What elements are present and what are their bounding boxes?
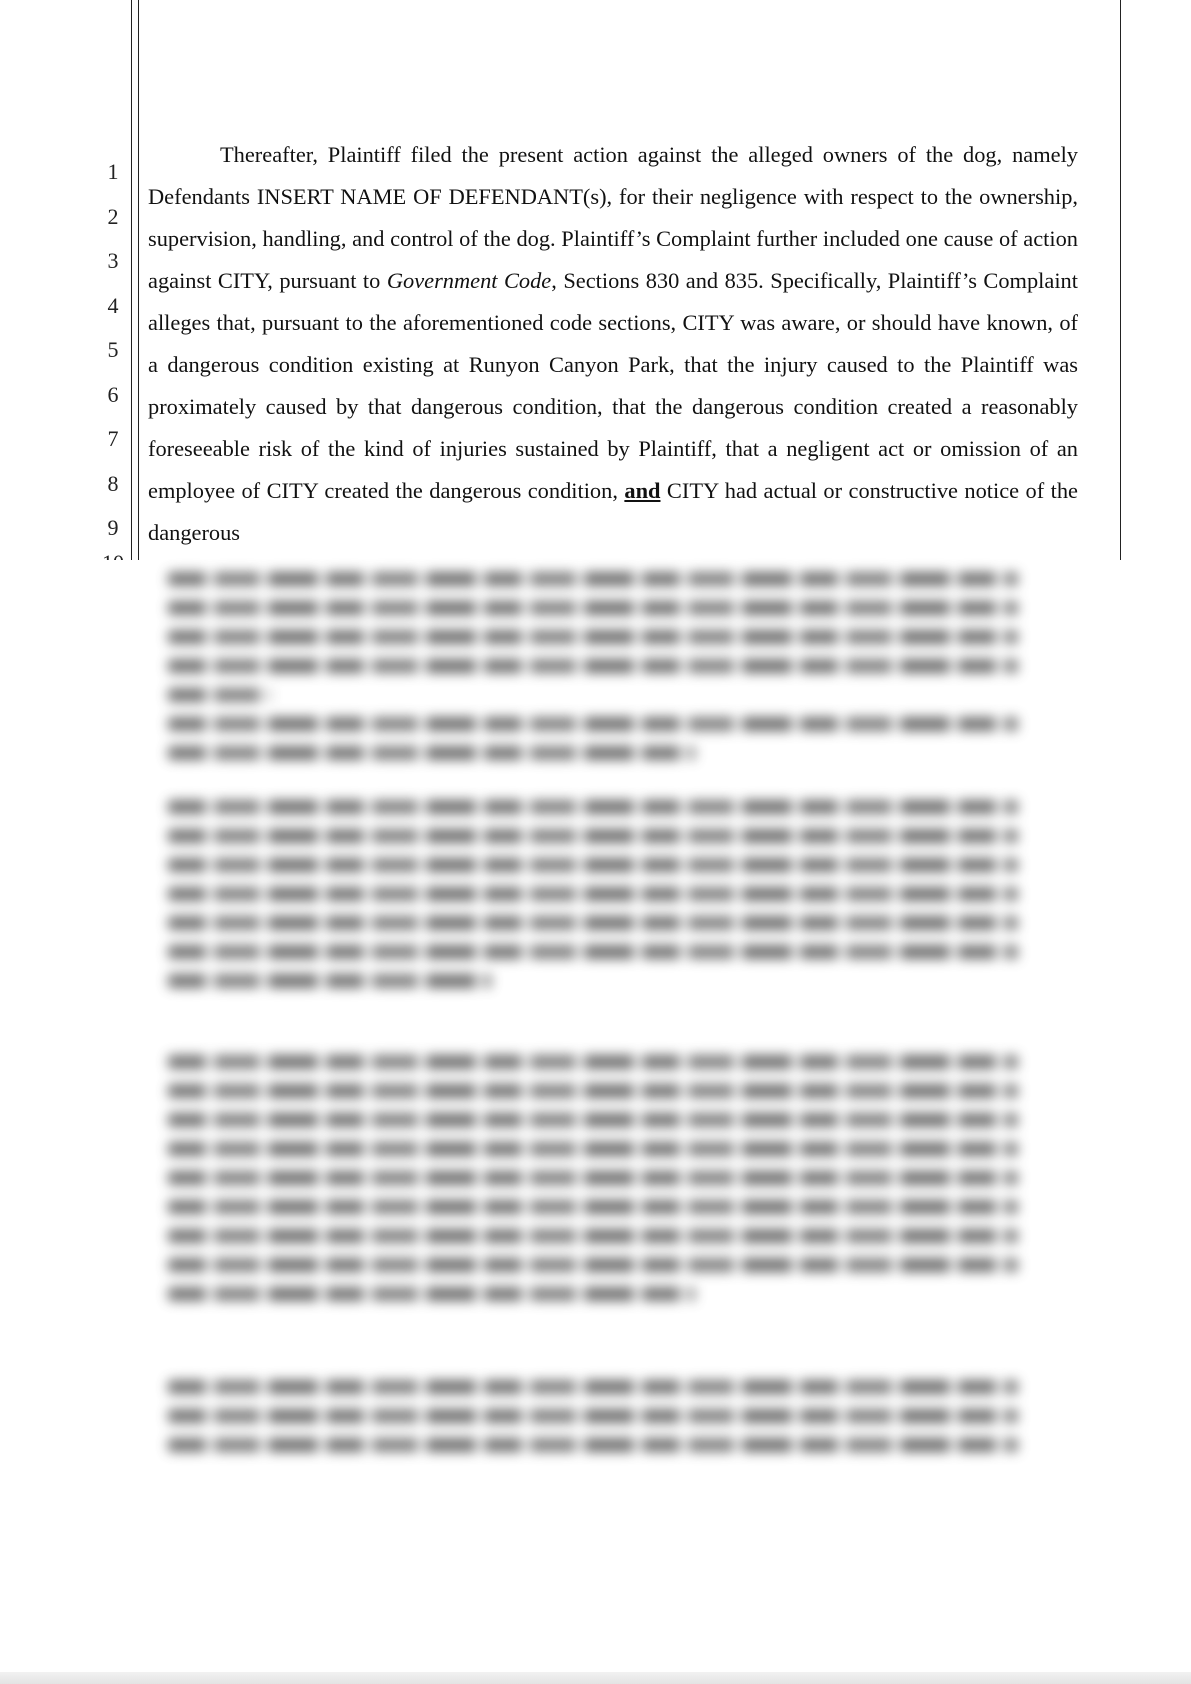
blurred-line xyxy=(168,1084,1018,1098)
blurred-line xyxy=(168,1113,1018,1127)
blurred-line xyxy=(168,887,1018,901)
blurred-line xyxy=(168,800,1018,814)
blurred-line xyxy=(168,1171,1018,1185)
paragraph-text-part1: Thereafter, Plaintiff filed the present action against the alleged owners of the dog, namely Defendants INSERT NAME OF DEFENDANT(s), for their negligence with respect to the ownership, supervision, handling, and control of the dog. Plaintiff’s Complaint further included one cause of action against CITY, pursuant to xyxy=(148,142,1078,293)
visible-document-area xyxy=(0,0,1191,560)
blurred-line xyxy=(168,1055,1018,1069)
blurred-line xyxy=(168,1409,1018,1423)
line-numbers xyxy=(96,150,130,563)
blurred-line xyxy=(168,630,1018,644)
page-bottom-strip xyxy=(0,1672,1191,1684)
blurred-line xyxy=(168,746,695,760)
paragraph-emphasis: and xyxy=(624,478,661,503)
blurred-line xyxy=(168,659,1018,673)
blurred-line xyxy=(168,1142,1018,1156)
blurred-line xyxy=(168,601,1018,615)
blurred-line xyxy=(168,1287,695,1301)
blurred-line xyxy=(168,1229,1018,1243)
blurred-line xyxy=(168,858,1018,872)
line-number: 6 xyxy=(107,381,119,407)
pleading-rule-right xyxy=(1120,0,1121,562)
line-number: 4 xyxy=(107,292,119,318)
paragraph-text-part2: , Sections 830 and 835. Specifically, Plaintiff’s Complaint alleges that, pursuant to the aforementioned code sections, CITY was aware, or should have known, of a dangerous condition existing at Runyon Canyon Park, that the injury caused to the Plaintiff was proximately caused by that dangerous condition, that the dangerous condition created a reasonably foreseeable risk of the kind of injuries sustained by Plaintiff, that a negligent act or omission of an employee of CITY created the dangerous condition, xyxy=(148,268,1078,503)
blurred-paragraph xyxy=(168,1055,1018,1316)
pleading-rule-left-inner xyxy=(138,0,139,562)
blurred-paragraph xyxy=(168,572,1018,775)
blurred-preview-region xyxy=(0,560,1191,1684)
blurred-paragraph xyxy=(168,1380,1018,1467)
paragraph-italic-citation: Government Code xyxy=(386,268,552,293)
blurred-line xyxy=(168,974,491,988)
blurred-line xyxy=(168,1258,1018,1272)
blurred-line xyxy=(168,945,1018,959)
line-number: 9 xyxy=(107,515,119,540)
body-paragraph xyxy=(148,134,1078,554)
line-number: 7 xyxy=(107,426,119,451)
line-number: 1 xyxy=(107,159,119,184)
blurred-line xyxy=(168,688,270,702)
blurred-line xyxy=(168,916,1018,930)
line-number: 2 xyxy=(107,203,119,229)
blurred-line xyxy=(168,572,1018,586)
blurred-paragraph xyxy=(168,800,1018,1003)
blurred-line xyxy=(168,829,1018,843)
blurred-line xyxy=(168,717,1018,731)
blurred-line xyxy=(168,1438,1018,1452)
line-number: 8 xyxy=(107,470,119,496)
blurred-line xyxy=(168,1380,1018,1394)
paragraph-text-part3: CITY had actual or constructive notice of the dangerous xyxy=(148,478,1078,545)
blurred-line xyxy=(168,1200,1018,1214)
line-number: 3 xyxy=(107,248,119,273)
line-number: 5 xyxy=(107,337,119,362)
pleading-rule-left-outer xyxy=(131,0,132,562)
